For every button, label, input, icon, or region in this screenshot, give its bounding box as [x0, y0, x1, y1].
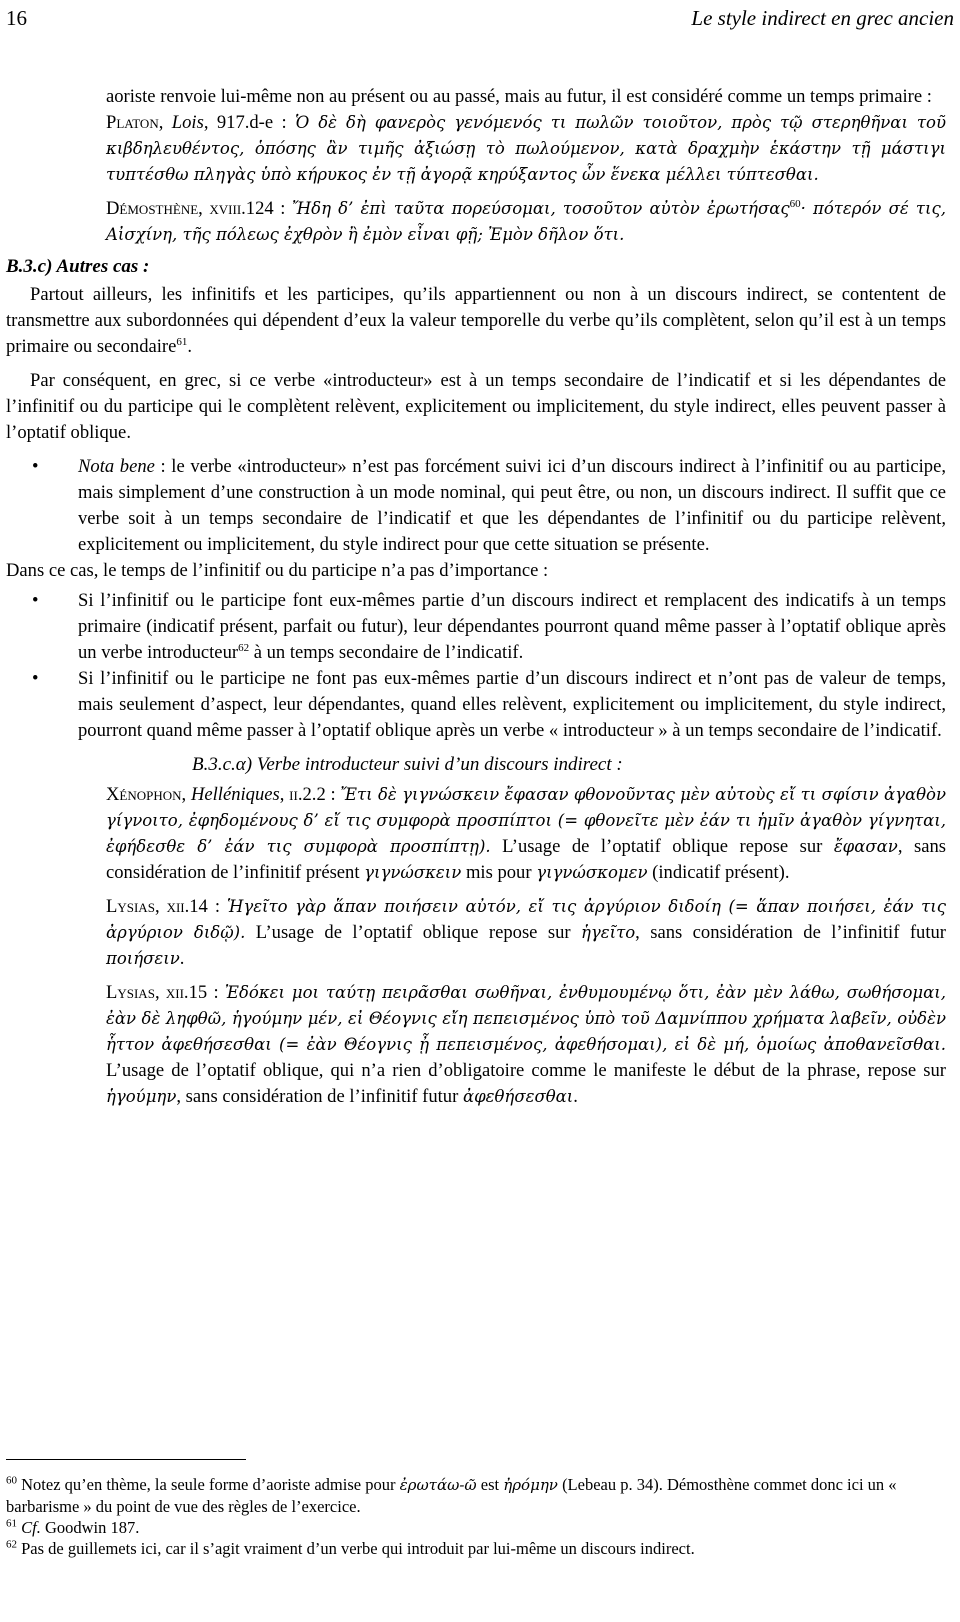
bullet-icon: • [32, 456, 39, 477]
running-title: Le style indirect en grec ancien [691, 6, 954, 30]
greek-lysias-14: Ἡγεῖτο γὰρ ἅπαν ποιήσειν αὐτόν, εἴ τις ἀργύριον διδοίη (= ἅπαν ποιήσει, ἐάν τις ἀργύριον διδῷ). [106, 897, 946, 942]
work-lois: Lois [171, 112, 204, 133]
author-plato: Platon [106, 112, 159, 133]
paragraph-3: Dans ce cas, le temps de l’infinitif ou du participe n’a pas d’importance : [6, 560, 549, 581]
author-lysias: Lysias [106, 896, 155, 917]
greek-demosthenes-1: Ἤδη δ’ ἐπὶ ταῦτα πορεύσομαι, τοσοῦτον αὐτὸν ἐρωτήσας [292, 199, 790, 218]
footnotes [6, 1474, 946, 1559]
footnote-60: $^{60}$ Notez qu’en thème, la seule forme d’aoriste admise pour ἐρωτάω-ῶ est ἠρόμην (Lebeau p. 34). Démosthène commet donc ici un « barbarisme » du point de vue des règles de l’exercice. [6, 1474, 897, 1516]
citation-xenophon: Xénophon, Helléniques, ii.2.2 : Ἔτι δὲ γιγνώσκειν ἔφασαν φθονοῦντας μὲν αὐτοὺς εἴ τι σφίσιν ἀγαθὸν γίγνοιτο, ἐφηδομένους δ’ εἴ τις συμφορὰ προσπίπτοι (= φθονεῖτε μὲν ἐάν τι ἡμῖν ἀγαθὸν γίγνηται, ἐφήδεσθε δ’ ἐάν τις συμφορὰ προσπίπτῃ). L’usage de l’optatif oblique repose sur ἔφασαν, sans considération de l’infinitif présent γιγνώσκειν mis pour γιγνώσκομεν (indicatif présent). [106, 784, 947, 883]
paragraph-1: Partout ailleurs, les infinitifs et les participes, qu’ils appartiennent ou non à un discours indirect, se contentent de transmettre aux subordonnées qui dépendent d’eux la valeur temporelle du verbe qu’ils complètent, selon qu’il est à un temps primaire ou secondaire$^{61}$. [6, 284, 946, 357]
footnote-61: $^{61}$ Cf. Goodwin 187. [6, 1517, 140, 1537]
bullet-icon: • [32, 590, 39, 611]
nota-bene-label: Nota bene [78, 456, 155, 477]
page-number: 16 [6, 6, 27, 30]
greek-xenophon: Ἔτι δὲ γιγνώσκειν ἔφασαν φθονοῦντας μὲν αὐτοὺς εἴ τι σφίσιν ἀγαθὸν γίγνοιτο, ἐφηδομένους δ’ εἴ τις συμφορὰ προσπίπτοι (= φθονεῖτε μὲν ἐάν τι ἡμῖν ἀγαθὸν γίγνηται, ἐφήδεσθε δ’ ἐάν τις συμφορὰ προσπίπτῃ). [106, 785, 947, 856]
section-heading-b3c: B.3.c) Autres cas : [6, 256, 150, 277]
footnote-ref-60[interactable]: 60 [789, 197, 801, 210]
citation-lysias-14: Lysias, xii.14 : Ἡγεῖτο γὰρ ἅπαν ποιήσειν αὐτόν, εἴ τις ἀργύριον διδοίη (= ἅπαν ποιήσει, ἐάν τις ἀργύριον διδῷ). L’usage de l’optatif oblique repose sur ἡγεῖτο, sans considération de l’infinitif futur ποιήσειν. [106, 896, 946, 969]
citation-plato: Platon, Lois, 917.d-e : Ὁ δὲ δὴ φανερὸς γενόμενός τι πωλῶν τοιοῦτον, πρὸς τῷ στερηθῆναι τοῦ κιβδηλευθέντος, ὁπόσης ἂν τιμῆς ἀξιώσῃ τὸ πωλούμενον, κατὰ δραχμὴν ἑκάστην τῇ μάστιγι τυπτέσθω πληγὰς ὑπὸ κήρυκος ἐν τῇ ἀγορᾷ κηρύξαντος ὧν ἕνεκα μέλλει τύπτεσθαι. [106, 112, 946, 184]
footnote-divider [6, 1459, 246, 1460]
main-text [6, 84, 946, 1110]
greek-demosthenes-2: · πότερόν σέ τις, Αἰσχίνη, τῆς πόλεως ἐχθρὸν ἢ ἐμὸν εἶναι φῇ; Ἐμὸν δῆλον ὅτι. [106, 199, 946, 244]
intro-line: aoriste renvoie lui-même non au présent ou au passé, mais au futur, il est considéré comme un temps primaire : [106, 86, 932, 107]
bullet-icon: • [32, 668, 39, 689]
footnote-62: $^{62}$ Pas de guillemets ici, car il s’agit vraiment d’un verbe qui introduit par lui-même un discours indirect. [6, 1538, 695, 1558]
ref-plato: , 917.d-e : [203, 112, 296, 133]
author-xenophon: Xénophon [106, 784, 182, 805]
work-helleniques: Helléniques [190, 784, 280, 805]
subheading-b3c-alpha: B.3.c.α) Verbe introducteur suivi d’un discours indirect : [192, 754, 623, 775]
citation-demosthenes: Démosthène, xviii.124 : Ἤδη δ’ ἐπὶ ταῦτα πορεύσομαι, τοσοῦτον αὐτὸν ἐρωτήσας$^{60}$· πότερόν σέ τις, Αἰσχίνη, τῆς πόλεως ἐχθρὸν ἢ ἐμὸν εἶναι φῇ; Ἐμὸν δῆλον ὅτι. [106, 197, 946, 244]
running-header [6, 6, 954, 32]
bullet-infinitive-part-of-discourse: • Si l’infinitif ou le participe font eux-mêmes partie d’un discours indirect et remplacent des indicatifs à un temps primaire (indicatif présent, parfait ou futur), leur dépendantes pourront quand même passer à l’optatif oblique après un verbe introducteur$^{62}$ à un temps secondaire de l’indicatif. [32, 590, 946, 663]
ref-book-demosthenes: xviii [209, 198, 242, 219]
author-demosthenes: Démosthène [106, 198, 199, 219]
footnote-ref-62[interactable]: 62 [238, 641, 250, 654]
author-lysias: Lysias [106, 982, 155, 1003]
bullet-infinitive-not-part-of-discourse: • Si l’infinitif ou le participe ne font pas eux-mêmes partie d’un discours indirect et n’ont pas de valeur de temps, mais seulement d’aspect, leur dépendantes, quand elles relèvent, explicitement ou implicitement, du style indirect, pourront quand même passer à l’optatif oblique après un verbe « introducteur » à un temps secondaire de l’indicatif. [32, 668, 946, 741]
greek-plato: Ὁ δὲ δὴ φανερὸς γενόμενός τι πωλῶν τοιοῦτον, πρὸς τῷ στερηθῆναι τοῦ κιβδηλευθέντος, ὁπόσης ἂν τιμῆς ἀξιώσῃ τὸ πωλούμενον, κατὰ δραχμὴν ἑκάστην τῇ μάστιγι τυπτέσθω πληγὰς ὑπὸ κήρυκος ἐν τῇ ἀγορᾷ κηρύξαντος ὧν ἕνεκα μέλλει τύπτεσθαι. [106, 113, 946, 184]
paragraph-2: Par conséquent, en grec, si ce verbe «introducteur» est à un temps secondaire de l’indicatif et si les dépendantes de l’infinitif ou du participe qui le complètent relèvent, explicitement ou implicitement, du style indirect, elles peuvent passer à l’optatif oblique. [6, 370, 946, 443]
greek-lysias-15: Ἐδόκει μοι ταύτῃ πειρᾶσθαι σωθῆναι, ἐνθυμουμένῳ ὅτι, ἐὰν μὲν λάθω, σωθήσομαι, ἐὰν δὲ ληφθῶ, ἡγούμην μέν, εἰ Θέογνις εἴη πεπεισμένος ὑπὸ τοῦ Δαμνίππου χρήματα λαβεῖν, οὐδὲν ἧττον ἀφεθήσεσθαι (= ἐὰν Θέογνις ᾖ πεπεισμένος, ἀφεθήσομαι), εἰ δὲ μή, ὁμοίως ἀποθανεῖσθαι. [106, 983, 947, 1054]
footnote-ref-61[interactable]: 61 [176, 335, 188, 348]
bullet-nota-bene: • Nota bene : le verbe «introducteur» n’est pas forcément suivi ici d’un discours indirect à l’infinitif ou au participe, mais simplement d’une construction à un mode nominal, qui peut être, ou non, un discours indirect. Il suffit que ce verbe soit à un temps secondaire de l’indicatif et que les dépendantes de l’infinitif ou du participe relèvent, explicitement ou implicitement, du style indirect pour que cette situation se présente. [32, 456, 946, 555]
citation-lysias-15: Lysias, xii.15 : Ἐδόκει μοι ταύτῃ πειρᾶσθαι σωθῆναι, ἐνθυμουμένῳ ὅτι, ἐὰν μὲν λάθω, σωθήσομαι, ἐὰν δὲ ληφθῶ, ἡγούμην μέν, εἰ Θέογνις εἴη πεπεισμένος ὑπὸ τοῦ Δαμνίππου χρήματα λαβεῖν, οὐδὲν ἧττον ἀφεθήσεσθαι (= ἐὰν Θέογνις ᾖ πεπεισμένος, ἀφεθήσομαι), εἰ δὲ μή, ὁμοίως ἀποθανεῖσθαι. L’usage de l’optatif oblique, qui n’a rien d’obligatoire comme le manifeste le début de la phrase, repose sur ἡγούμην, sans considération de l’infinitif futur ἀφεθήσεσθαι. [106, 982, 947, 1107]
